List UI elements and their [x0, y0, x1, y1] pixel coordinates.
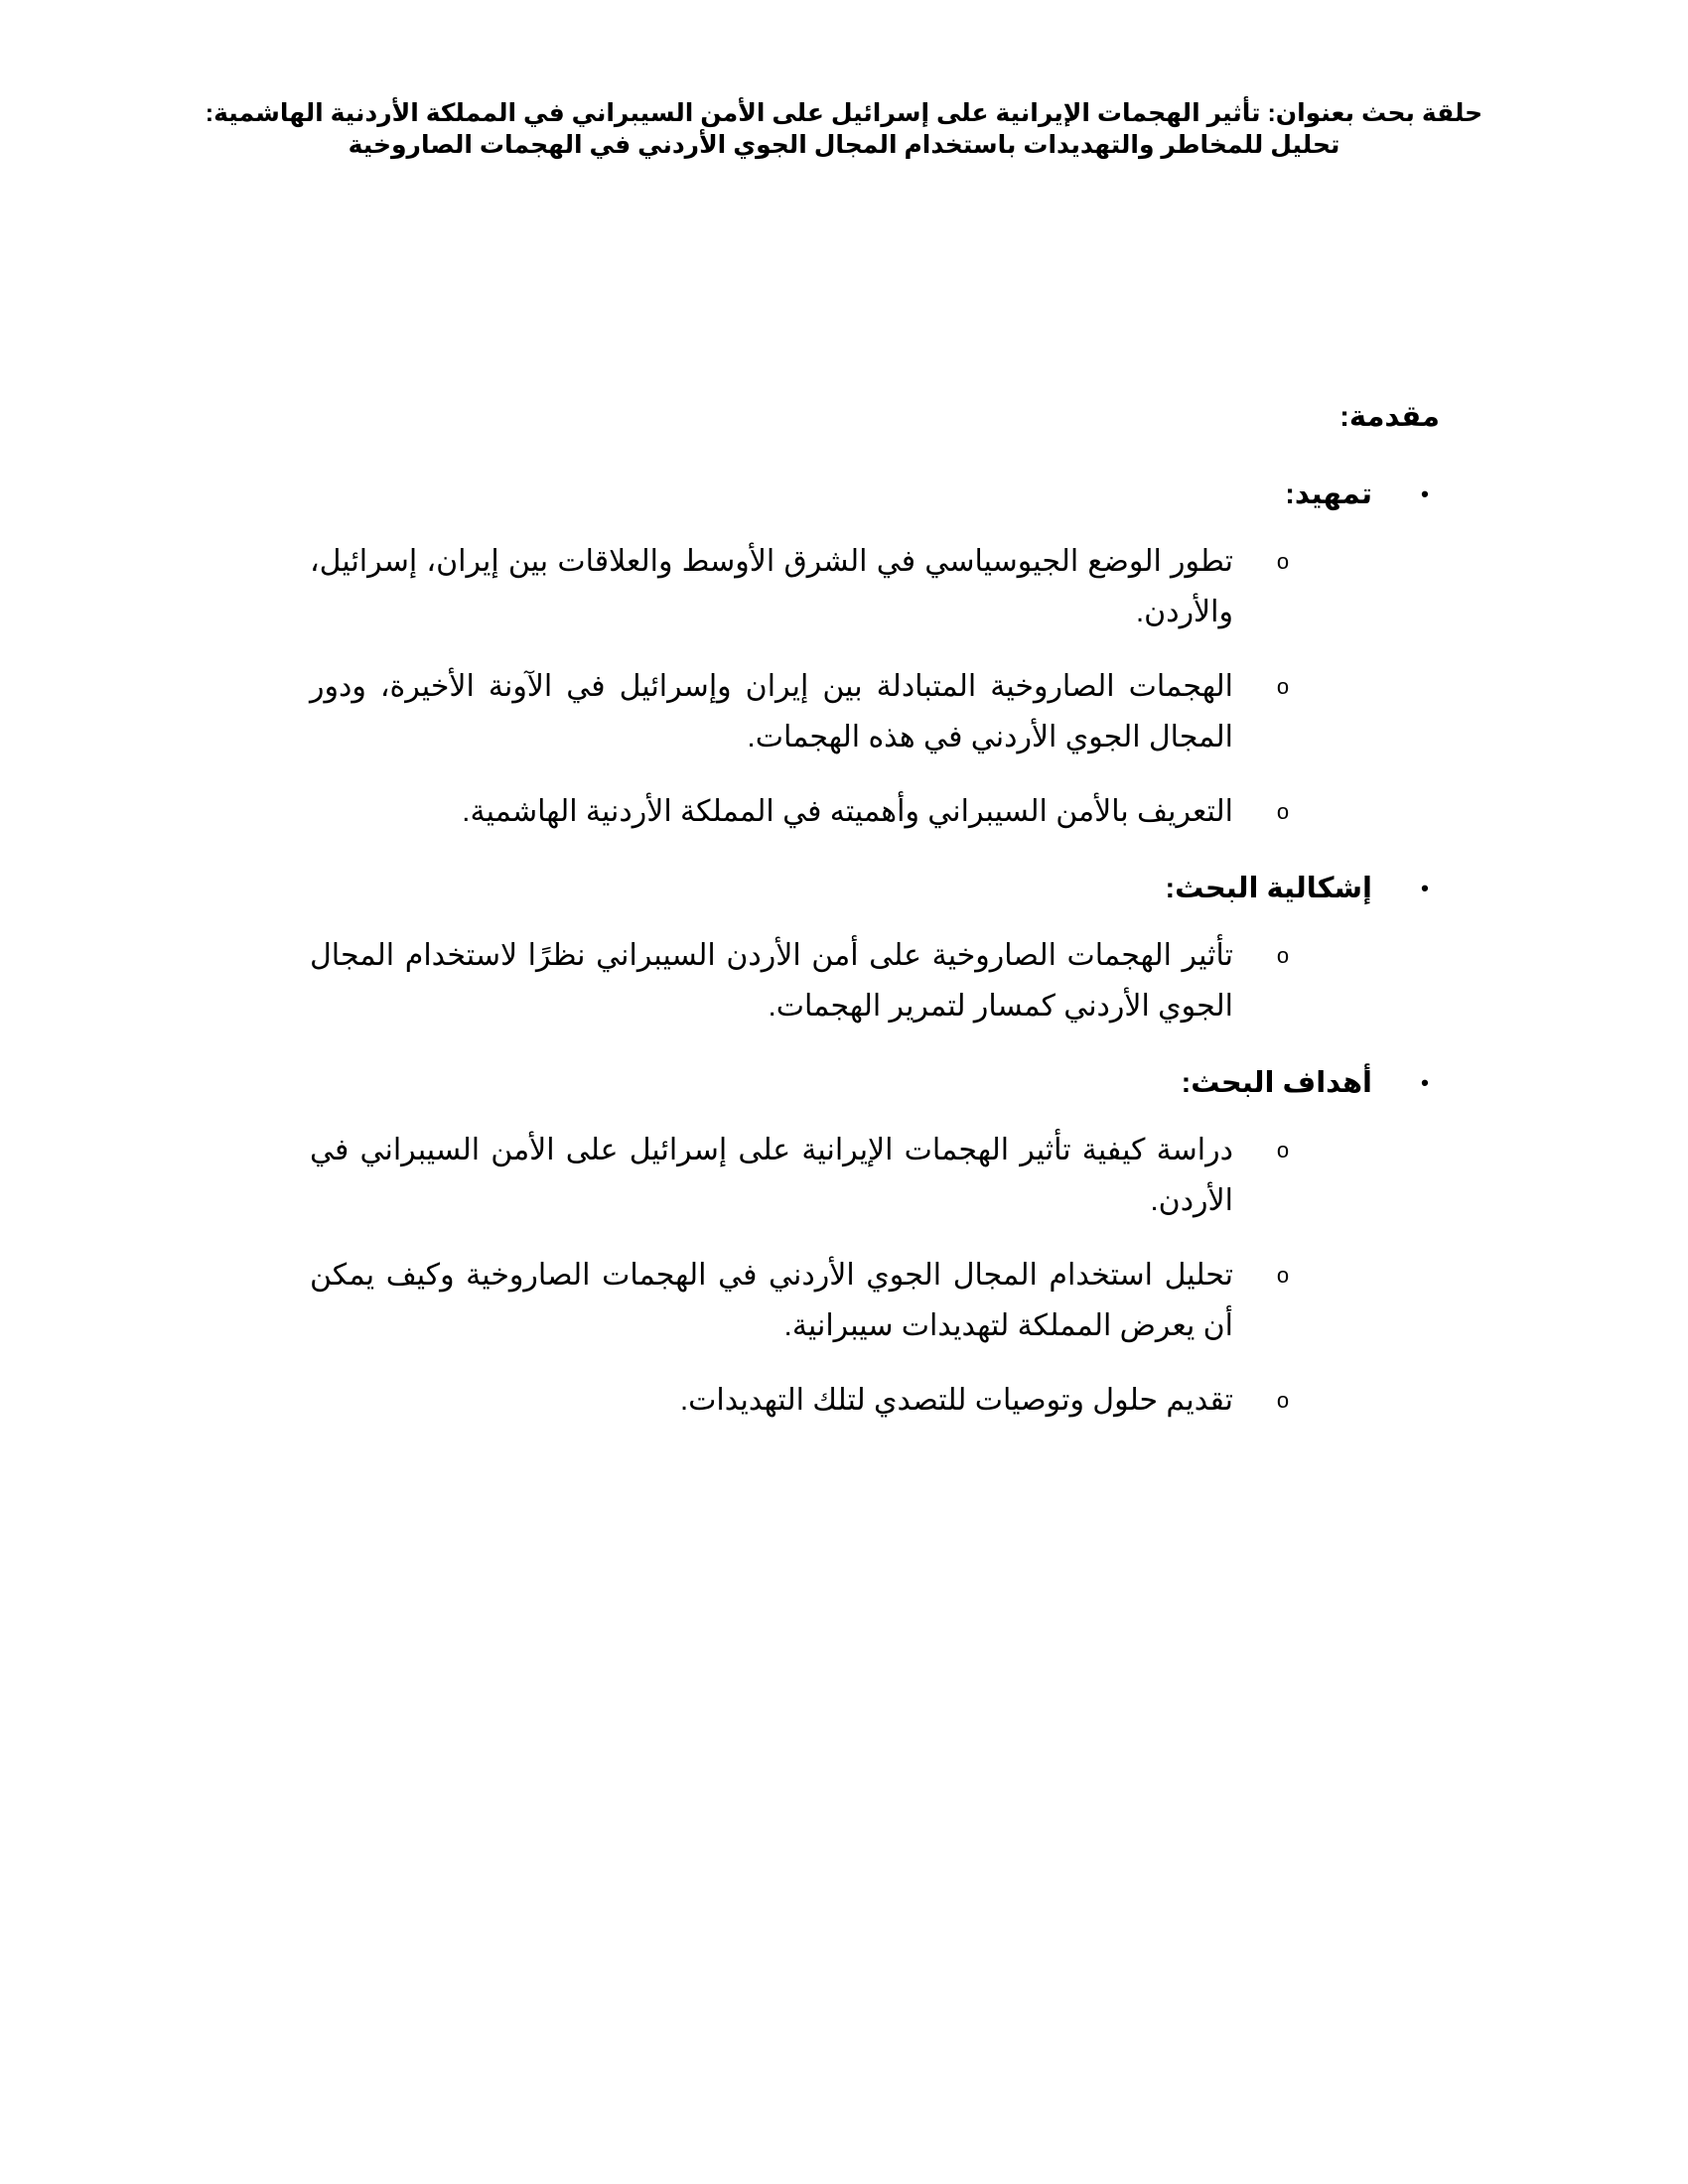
- outline-sub-item: [293, 661, 1435, 762]
- outline-sub-item: [293, 536, 1435, 637]
- sub-item-text: تطور الوضع الجيوسياسي في الشرق الأوسط والعلاقات بين إيران، إسرائيل، والأردن.: [310, 545, 1233, 628]
- hollow-circle-bullet-icon: o: [1276, 549, 1290, 574]
- outline-group-research-problem: [293, 861, 1435, 1031]
- sub-item-text: دراسة كيفية تأثير الهجمات الإيرانية على إسرائيل على الأمن السيبراني في الأردن.: [310, 1134, 1233, 1217]
- sub-item-text: تحليل استخدام المجال الجوي الأردني في الهجمات الصاروخية وكيف يمكن أن يعرض المملكة لتهديدات سيبرانية.: [310, 1259, 1233, 1342]
- document-title: [199, 97, 1489, 161]
- outline-bullet-heading: [293, 861, 1435, 916]
- hollow-circle-bullet-icon: o: [1276, 1138, 1290, 1162]
- outline-sub-item: [293, 1375, 1435, 1426]
- section-heading-introduction: مقدمة:: [1339, 401, 1440, 433]
- bullet-heading-label: إشكالية البحث:: [1165, 873, 1372, 904]
- outline-sub-item: [293, 930, 1435, 1031]
- sub-item-text: تأثير الهجمات الصاروخية على أمن الأردن السيبراني نظرًا لاستخدام المجال الجوي الأردني كمسار لتمرير الهجمات.: [310, 939, 1233, 1023]
- outline-sub-item: [293, 1250, 1435, 1351]
- hollow-circle-bullet-icon: o: [1276, 1263, 1290, 1288]
- bullet-icon: •: [1421, 876, 1429, 900]
- outline-sub-item: [293, 1125, 1435, 1226]
- title-line-1: حلقة بحث بعنوان: تأثير الهجمات الإيرانية على إسرائيل على الأمن السيبراني في المملكة الأردنية الهاشمية:: [205, 99, 1483, 127]
- hollow-circle-bullet-icon: o: [1276, 943, 1290, 968]
- outline-sub-item: [293, 786, 1435, 837]
- outline-group-preface: [293, 467, 1435, 837]
- outline-bullet-heading: [293, 467, 1435, 522]
- outline-bullet-heading: [293, 1055, 1435, 1111]
- outline-group-research-objectives: [293, 1055, 1435, 1426]
- bullet-icon: •: [1421, 481, 1429, 506]
- sub-item-text: التعريف بالأمن السيبراني وأهميته في المملكة الأردنية الهاشمية.: [462, 795, 1233, 828]
- outline-list: [293, 467, 1435, 1449]
- hollow-circle-bullet-icon: o: [1276, 674, 1290, 699]
- bullet-heading-label: تمهيد:: [1285, 478, 1372, 510]
- bullet-heading-label: أهداف البحث:: [1181, 1067, 1372, 1099]
- sub-item-text: تقديم حلول وتوصيات للتصدي لتلك التهديدات.: [679, 1384, 1233, 1417]
- hollow-circle-bullet-icon: o: [1276, 799, 1290, 824]
- title-line-2: تحليل للمخاطر والتهديدات باستخدام المجال الجوي الأردني في الهجمات الصاروخية: [348, 131, 1340, 159]
- bullet-icon: •: [1421, 1070, 1429, 1095]
- sub-item-text: الهجمات الصاروخية المتبادلة بين إيران وإسرائيل في الآونة الأخيرة، ودور المجال الجوي الأردني في هذه الهجمات.: [310, 670, 1233, 753]
- hollow-circle-bullet-icon: o: [1276, 1388, 1290, 1413]
